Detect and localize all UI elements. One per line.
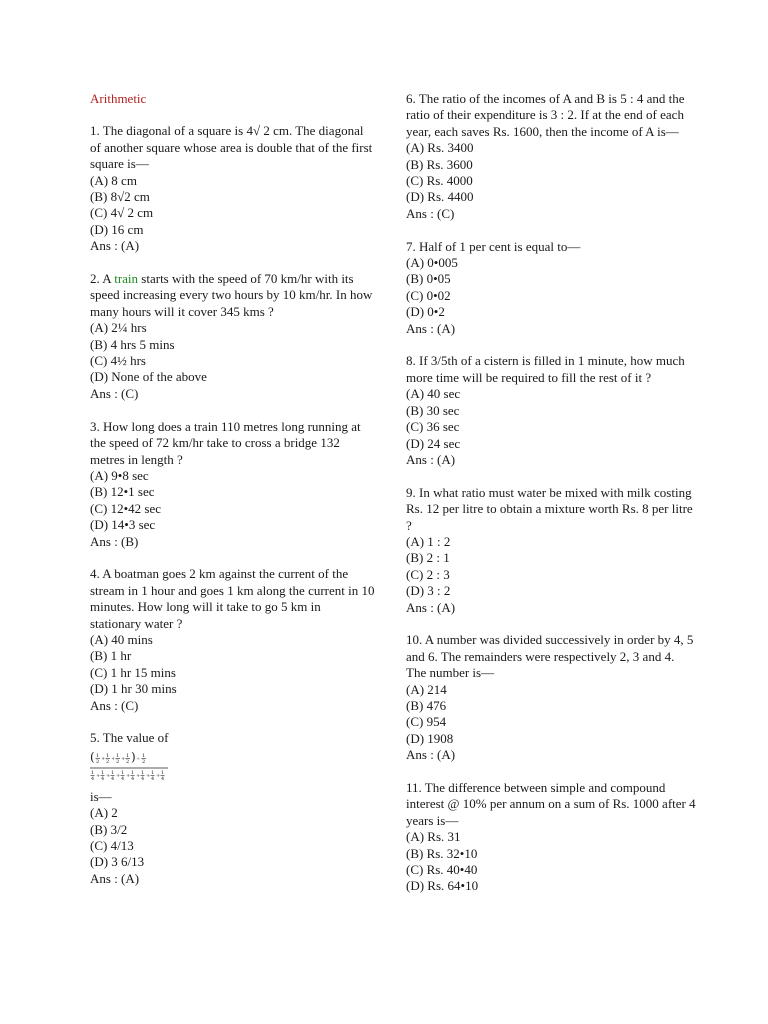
svg-text:+: +	[111, 755, 116, 762]
option-b: (B) Rs. 3600	[406, 156, 473, 172]
svg-text:1: 1	[161, 769, 165, 776]
option-c: (C) 0•02	[406, 287, 451, 303]
svg-text:2: 2	[142, 758, 146, 765]
option-c: (C) Rs. 40•40	[406, 862, 478, 878]
svg-text:(: (	[90, 749, 95, 764]
answer: Ans : (A)	[90, 870, 140, 886]
option-c: (C) 12•42 sec	[90, 500, 161, 516]
option-c: (C) 2 : 3	[406, 566, 450, 582]
svg-text:+: +	[96, 772, 101, 779]
svg-text:+: +	[156, 772, 161, 779]
option-b: (B) Rs. 32•10	[406, 845, 478, 861]
option-b: (B) 1 hr	[90, 648, 132, 664]
option-d: (D) 3 6/13	[90, 854, 145, 870]
question-5-text: 5. The value of	[90, 730, 169, 746]
question-6	[406, 91, 696, 222]
option-a: (A) 2¼ hrs	[90, 320, 147, 336]
question-10	[406, 632, 696, 763]
svg-text:+: +	[136, 772, 141, 779]
option-a: (A) 0•005	[406, 255, 458, 271]
answer: Ans : (A)	[406, 451, 456, 467]
answer: Ans : (C)	[90, 697, 139, 713]
question-6-text: 6. The ratio of the incomes of A and B is 5 : 4 and the ratio of their expenditure is 3 : 2. If at the end of each year, each saves Rs. 1600, then the income of A is—	[406, 91, 685, 139]
question-8	[406, 353, 696, 468]
question-4-text: 4. A boatman goes 2 km against the current of the stream in 1 hour and goes 1 km along the current in 10 minutes. How long will it take to go 5 km in stationary water ?	[90, 566, 375, 631]
question-5-suffix: is—	[90, 788, 112, 804]
svg-text:1: 1	[126, 752, 130, 759]
option-b: (B) 30 sec	[406, 402, 460, 418]
question-2	[90, 271, 375, 402]
train-link[interactable]: train	[114, 271, 139, 287]
right-column	[406, 91, 696, 911]
svg-text:+: +	[146, 772, 151, 779]
svg-text:2: 2	[126, 758, 130, 765]
question-3-text: 3. How long does a train 110 metres long running at the speed of 72 km/hr take to cross a bridge 132 metres in length ?	[90, 418, 361, 467]
svg-text:1: 1	[141, 769, 145, 776]
question-7-text: 7. Half of 1 per cent is equal to—	[406, 238, 581, 254]
option-a: (A) 2	[90, 805, 118, 821]
svg-text:1: 1	[142, 752, 146, 759]
svg-text:2: 2	[116, 758, 120, 765]
svg-text:1: 1	[101, 769, 105, 776]
option-d: (D) 1908	[406, 730, 454, 746]
answer: Ans : (A)	[90, 238, 140, 254]
option-a: (A) 214	[406, 681, 447, 697]
answer: Ans : (C)	[406, 205, 455, 221]
svg-text:+: +	[116, 772, 121, 779]
svg-text:÷: ÷	[136, 755, 141, 762]
svg-text:4: 4	[141, 775, 145, 782]
svg-text:+: +	[126, 772, 131, 779]
svg-text:2: 2	[96, 758, 100, 765]
question-5	[90, 730, 375, 887]
option-c: (C) 4/13	[90, 838, 134, 853]
option-b: (B) 8√2 cm	[90, 189, 150, 205]
svg-text:4: 4	[131, 775, 135, 782]
question-4	[90, 566, 375, 714]
option-b: (B) 0•05	[406, 271, 451, 287]
svg-text:4: 4	[111, 775, 115, 782]
question-9	[406, 485, 696, 616]
svg-text:1: 1	[96, 752, 100, 759]
answer: Ans : (A)	[406, 320, 456, 336]
question-8-text: 8. If 3/5th of a cistern is filled in 1 minute, how much more time will be required to fill the rest of it ?	[406, 353, 685, 385]
answer: Ans : (B)	[90, 533, 139, 549]
svg-text:+: +	[121, 755, 126, 762]
question-7	[406, 239, 696, 337]
question-2-prefix: 2. A	[90, 271, 115, 287]
svg-text:1: 1	[106, 752, 110, 759]
option-d: (D) 14•3 sec	[90, 517, 156, 533]
svg-text:): )	[131, 749, 136, 764]
svg-text:4: 4	[101, 775, 105, 782]
left-column	[90, 91, 375, 904]
option-c: (C) 36 sec	[406, 419, 460, 435]
question-11	[406, 780, 696, 895]
question-1	[90, 123, 375, 254]
option-b: (B) 3/2	[90, 821, 128, 837]
option-d: (D) 3 : 2	[406, 583, 451, 599]
question-2-text	[90, 271, 375, 320]
question-10-text: 10. A number was divided successively in order by 4, 5 and 6. The remainders were respectively 2, 3 and 4. The number is—	[406, 632, 694, 681]
option-a: (A) 40 mins	[90, 631, 153, 647]
option-d: (D) 0•2	[406, 304, 445, 320]
option-c: (C) 4√ 2 cm	[90, 205, 154, 221]
option-a: (A) Rs. 3400	[406, 140, 474, 156]
answer: Ans : (A)	[406, 599, 456, 615]
option-b: (B) 476	[406, 697, 447, 713]
option-c: (C) 4½ hrs	[90, 353, 146, 369]
option-d: (D) Rs. 4400	[406, 189, 474, 205]
option-c: (C) Rs. 4000	[406, 173, 473, 189]
section-heading: Arithmetic	[90, 91, 147, 106]
option-d: (D) Rs. 64•10	[406, 878, 479, 894]
svg-text:4: 4	[151, 775, 155, 782]
svg-text:+: +	[101, 755, 106, 762]
option-b: (B) 4 hrs 5 mins	[90, 336, 175, 352]
option-c: (C) 954	[406, 714, 447, 730]
question-3	[90, 419, 375, 550]
svg-text:1: 1	[121, 769, 125, 776]
option-a: (A) 8 cm	[90, 172, 137, 188]
option-d: (D) None of the above	[90, 369, 207, 385]
svg-text:1: 1	[151, 769, 155, 776]
svg-text:1: 1	[91, 769, 95, 776]
svg-text:4: 4	[121, 775, 125, 782]
option-b: (B) 2 : 1	[406, 550, 450, 566]
svg-text:1: 1	[116, 752, 120, 759]
svg-text:1: 1	[131, 769, 135, 776]
option-a: (A) Rs. 31	[406, 829, 461, 845]
svg-text:2: 2	[106, 758, 110, 765]
question-11-text: 11. The difference between simple and compound interest @ 10% per annum on a sum of Rs. 1000 after 4 years is—	[406, 779, 696, 828]
option-b: (B) 12•1 sec	[90, 484, 155, 500]
svg-text:+: +	[106, 772, 111, 779]
svg-text:1: 1	[111, 769, 115, 776]
option-c: (C) 1 hr 15 mins	[90, 664, 176, 680]
answer: Ans : (C)	[90, 385, 139, 401]
option-d: (D) 24 sec	[406, 435, 461, 451]
answer: Ans : (A)	[406, 747, 456, 763]
question-1-text: 1. The diagonal of a square is 4√ 2 cm. The diagonal of another square whose area is double that of the first square is—	[90, 123, 373, 172]
fraction-formula-image	[90, 749, 180, 789]
option-d: (D) 1 hr 30 mins	[90, 681, 177, 697]
question-2-body: starts with the speed of 70 km/hr with its speed increasing every two hours by 10 km/hr. In how many hours will it cover 345 kms ?	[90, 271, 373, 319]
option-a: (A) 9•8 sec	[90, 467, 149, 483]
svg-text:4: 4	[161, 775, 165, 782]
svg-text:4: 4	[91, 775, 95, 782]
option-a: (A) 40 sec	[406, 386, 461, 402]
option-a: (A) 1 : 2	[406, 533, 451, 549]
question-9-text: 9. In what ratio must water be mixed with milk costing Rs. 12 per litre to obtain a mixture worth Rs. 8 per litre ?	[406, 484, 693, 533]
option-d: (D) 16 cm	[90, 221, 144, 237]
